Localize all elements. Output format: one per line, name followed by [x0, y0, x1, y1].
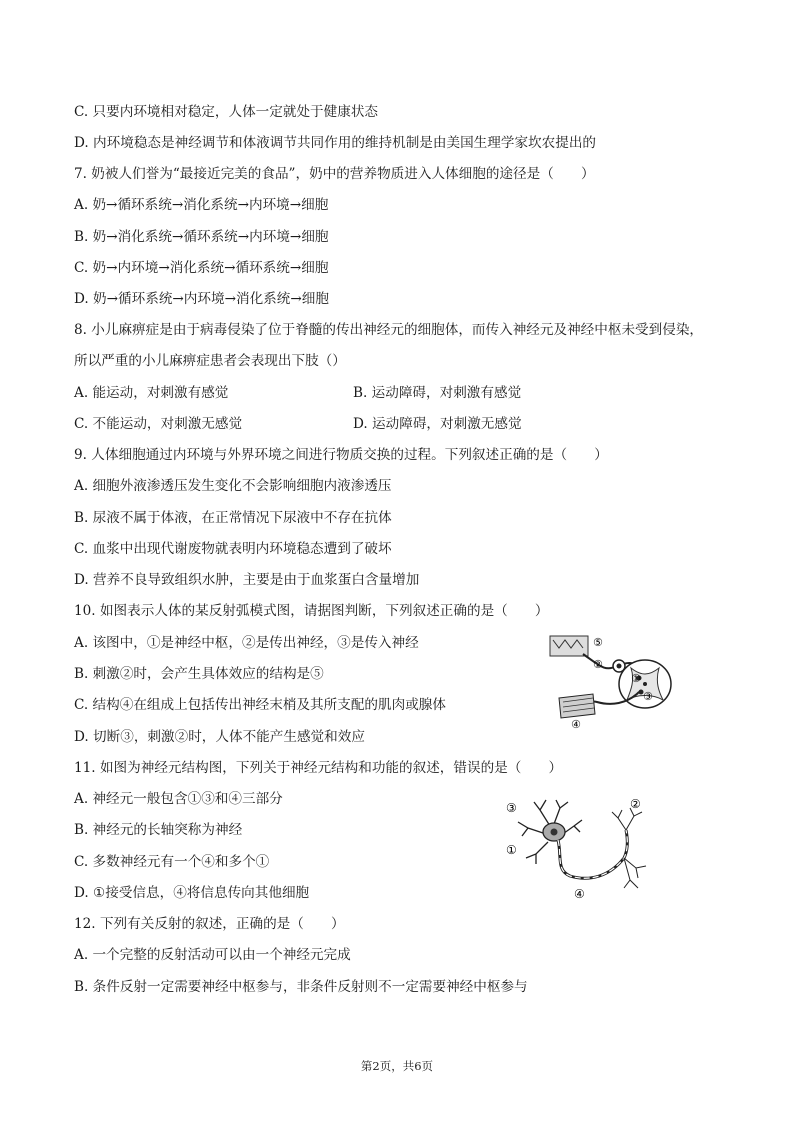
option-d-q7: D. 奶→循环系统→内环境→消化系统→细胞	[74, 291, 329, 307]
option-d-q6: D. 内环境稳态是神经调节和体液调节共同作用的维持机制是由美国生理学家坎农提出的	[74, 135, 597, 151]
option-d-q11: D. ①接受信息，④将信息传向其他细胞	[74, 885, 310, 901]
label-1: ①	[631, 672, 641, 685]
label-3: ③	[643, 690, 653, 703]
question-8-line2: 所以严重的小儿麻痹症患者会表现出下肢（）	[74, 353, 346, 369]
label-2: ②	[630, 797, 641, 811]
label-1: ①	[506, 843, 517, 857]
option-c-q11: C. 多数神经元有一个④和多个①	[74, 854, 270, 870]
option-b-q8: B. 运动障碍，对刺激有感觉	[353, 385, 522, 401]
neuron-figure	[500, 796, 660, 902]
option-c-q10: C. 结构④在组成上包括传出神经末梢及其所支配的肌肉或腺体	[74, 697, 446, 713]
option-a-q8: A. 能运动，对刺激有感觉	[74, 385, 229, 401]
label-4: ④	[574, 887, 585, 901]
option-b-q11: B. 神经元的长轴突称为神经	[74, 822, 243, 838]
option-a-q11: A. 神经元一般包含①③和④三部分	[74, 791, 283, 807]
effector-muscle	[559, 694, 595, 718]
option-c-q6: C. 只要内环境相对稳定，人体一定就处于健康状态	[74, 104, 379, 120]
option-a-q9: A. 细胞外液渗透压发生变化不会影响细胞内液渗透压	[74, 478, 392, 494]
option-d-q9: D. 营养不良导致组织水肿，主要是由于血浆蛋白含量增加	[74, 572, 420, 588]
label-3: ③	[506, 801, 517, 815]
option-b-q10: B. 刺激②时，会产生具体效应的结构是⑤	[74, 666, 324, 682]
option-c-q7: C. 奶→内环境→消化系统→循环系统→细胞	[74, 260, 329, 276]
page-footer: 第2页，共6页	[360, 1059, 434, 1073]
reflex-arc-figure	[545, 632, 675, 730]
label-4: ④	[571, 718, 581, 730]
option-c-q8: C. 不能运动，对刺激无感觉	[74, 416, 243, 432]
label-2: ②	[593, 658, 603, 671]
option-a-q10: A. 该图中，①是神经中枢，②是传出神经，③是传入神经	[74, 635, 419, 651]
axon-terminals	[612, 808, 646, 888]
question-8-line1: 8. 小儿麻痹症是由于病毒侵染了位于脊髓的传出神经元的细胞体，而传入神经元及神经中枢未受到侵染，	[74, 322, 704, 338]
option-b-q9: B. 尿液不属于体液，在正常情况下尿液中不存在抗体	[74, 510, 392, 526]
question-11: 11. 如图为神经元结构图，下列关于神经元结构和功能的叙述，错误的是（ ）	[74, 760, 563, 776]
option-b-q7: B. 奶→消化系统→循环系统→内环境→细胞	[74, 229, 329, 245]
option-d-q10: D. 切断③，刺激②时，人体不能产生感觉和效应	[74, 729, 365, 745]
option-c-q9: C. 血浆中出现代谢废物就表明内环境稳态遭到了破坏	[74, 541, 392, 557]
option-a-q12: A. 一个完整的反射活动可以由一个神经元完成	[74, 947, 351, 963]
option-b-q12: B. 条件反射一定需要神经中枢参与，非条件反射则不一定需要神经中枢参与	[74, 979, 528, 995]
receptor-skin	[550, 636, 588, 656]
option-d-q8: D. 运动障碍，对刺激无感觉	[353, 416, 522, 432]
question-12: 12. 下列有关反射的叙述，正确的是（ ）	[74, 916, 345, 932]
axon	[558, 830, 627, 878]
question-10: 10. 如图表示人体的某反射弧模式图，请据图判断，下列叙述正确的是（ ）	[74, 603, 549, 619]
nucleus	[551, 829, 558, 836]
option-a-q7: A. 奶→循环系统→消化系统→内环境→细胞	[74, 197, 329, 213]
question-7: 7. 奶被人们誉为“最接近完美的食品”，奶中的营养物质进入人体细胞的途径是（ ）	[74, 166, 595, 182]
question-9: 9. 人体细胞通过内环境与外界环境之间进行物质交换的过程。下列叙述正确的是（ ）	[74, 447, 608, 463]
label-5: ⑤	[593, 636, 603, 649]
